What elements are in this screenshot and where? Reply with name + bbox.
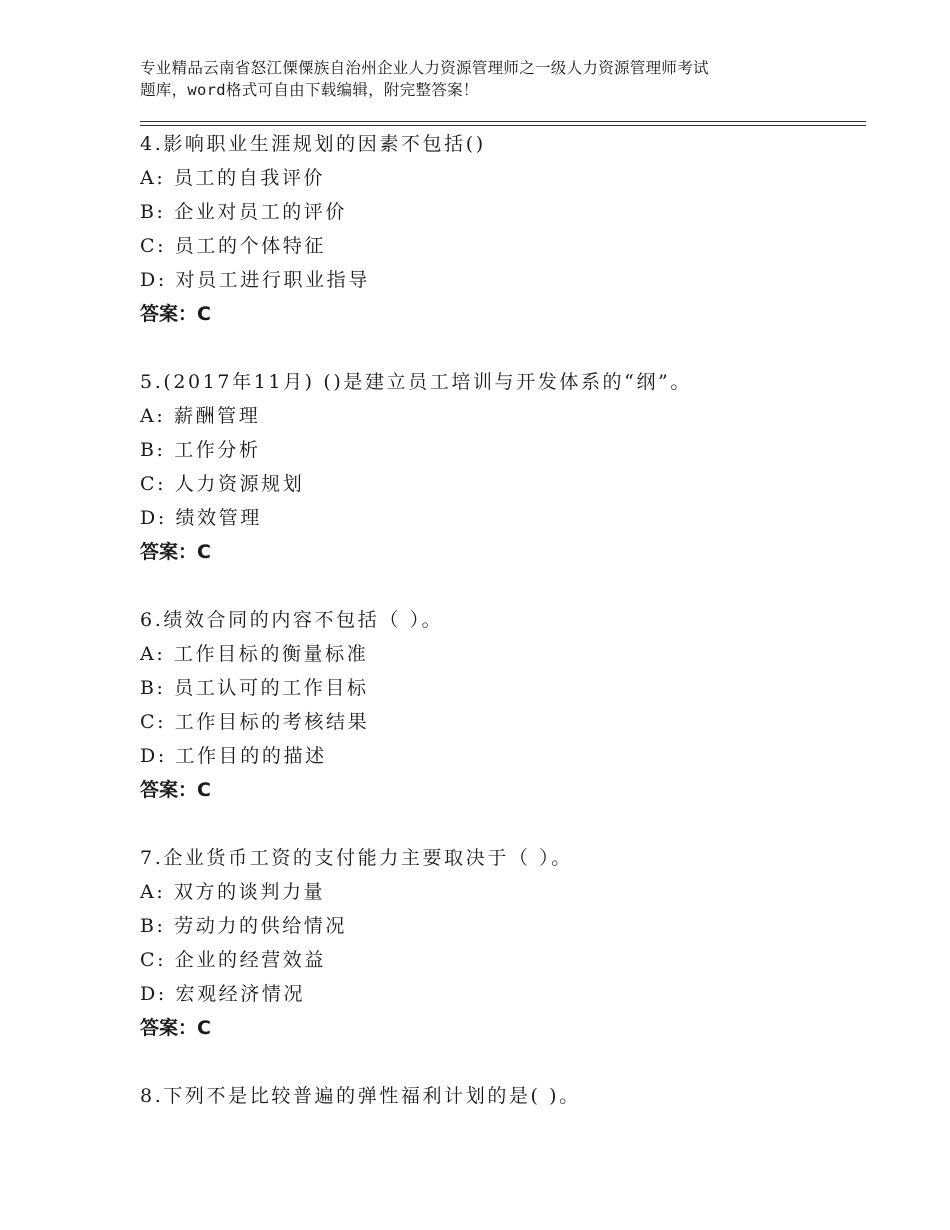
option-b: B: 企业对员工的评价 [140, 201, 348, 223]
option-d: D: 对员工进行职业指导 [140, 269, 370, 291]
question-text: 4.影响职业生涯规划的因素不包括() [140, 133, 486, 155]
option-a: A: 员工的自我评价 [140, 167, 326, 189]
answer: 答案：C [140, 303, 211, 325]
answer: 答案：C [140, 1017, 211, 1039]
header-divider-bottom [140, 125, 866, 126]
question-text: 5.(2017年11月) ()是建立员工培训与开发体系的“纲”。 [140, 371, 692, 393]
question-7 [140, 841, 860, 1045]
spacer [140, 807, 860, 841]
spacer [140, 331, 860, 365]
option-a: A: 薪酬管理 [140, 405, 261, 427]
option-a: A: 工作目标的衡量标准 [140, 643, 369, 665]
answer: 答案：C [140, 541, 211, 563]
question-5 [140, 365, 860, 569]
option-b: B: 工作分析 [140, 439, 261, 461]
question-list [140, 127, 860, 1113]
spacer [140, 569, 860, 603]
document-header [140, 57, 840, 101]
question-text: 7.企业货币工资的支付能力主要取决于（ ）。 [140, 847, 573, 869]
answer: 答案：C [140, 779, 211, 801]
question-text: 8.下列不是比较普遍的弹性福利计划的是( )。 [140, 1085, 581, 1107]
header-divider-top [140, 121, 866, 122]
option-c: C: 员工的个体特征 [140, 235, 326, 257]
question-text: 6.绩效合同的内容不包括（ ）。 [140, 609, 444, 631]
spacer [140, 1045, 860, 1079]
header-line-2: 题库，word格式可自由下载编辑，附完整答案！ [140, 81, 479, 99]
option-c: C: 人力资源规划 [140, 473, 305, 495]
option-a: A: 双方的谈判力量 [140, 881, 326, 903]
question-8 [140, 1079, 860, 1113]
option-c: C: 工作目标的考核结果 [140, 711, 370, 733]
option-d: D: 工作目的的描述 [140, 745, 327, 767]
option-d: D: 绩效管理 [140, 507, 262, 529]
question-6 [140, 603, 860, 807]
option-c: C: 企业的经营效益 [140, 949, 326, 971]
option-b: B: 员工认可的工作目标 [140, 677, 369, 699]
header-line-1: 专业精品云南省怒江傈僳族自治州企业人力资源管理师之一级人力资源管理师考试 [140, 59, 709, 77]
option-d: D: 宏观经济情况 [140, 983, 306, 1005]
option-b: B: 劳动力的供给情况 [140, 915, 348, 937]
question-4 [140, 127, 860, 331]
